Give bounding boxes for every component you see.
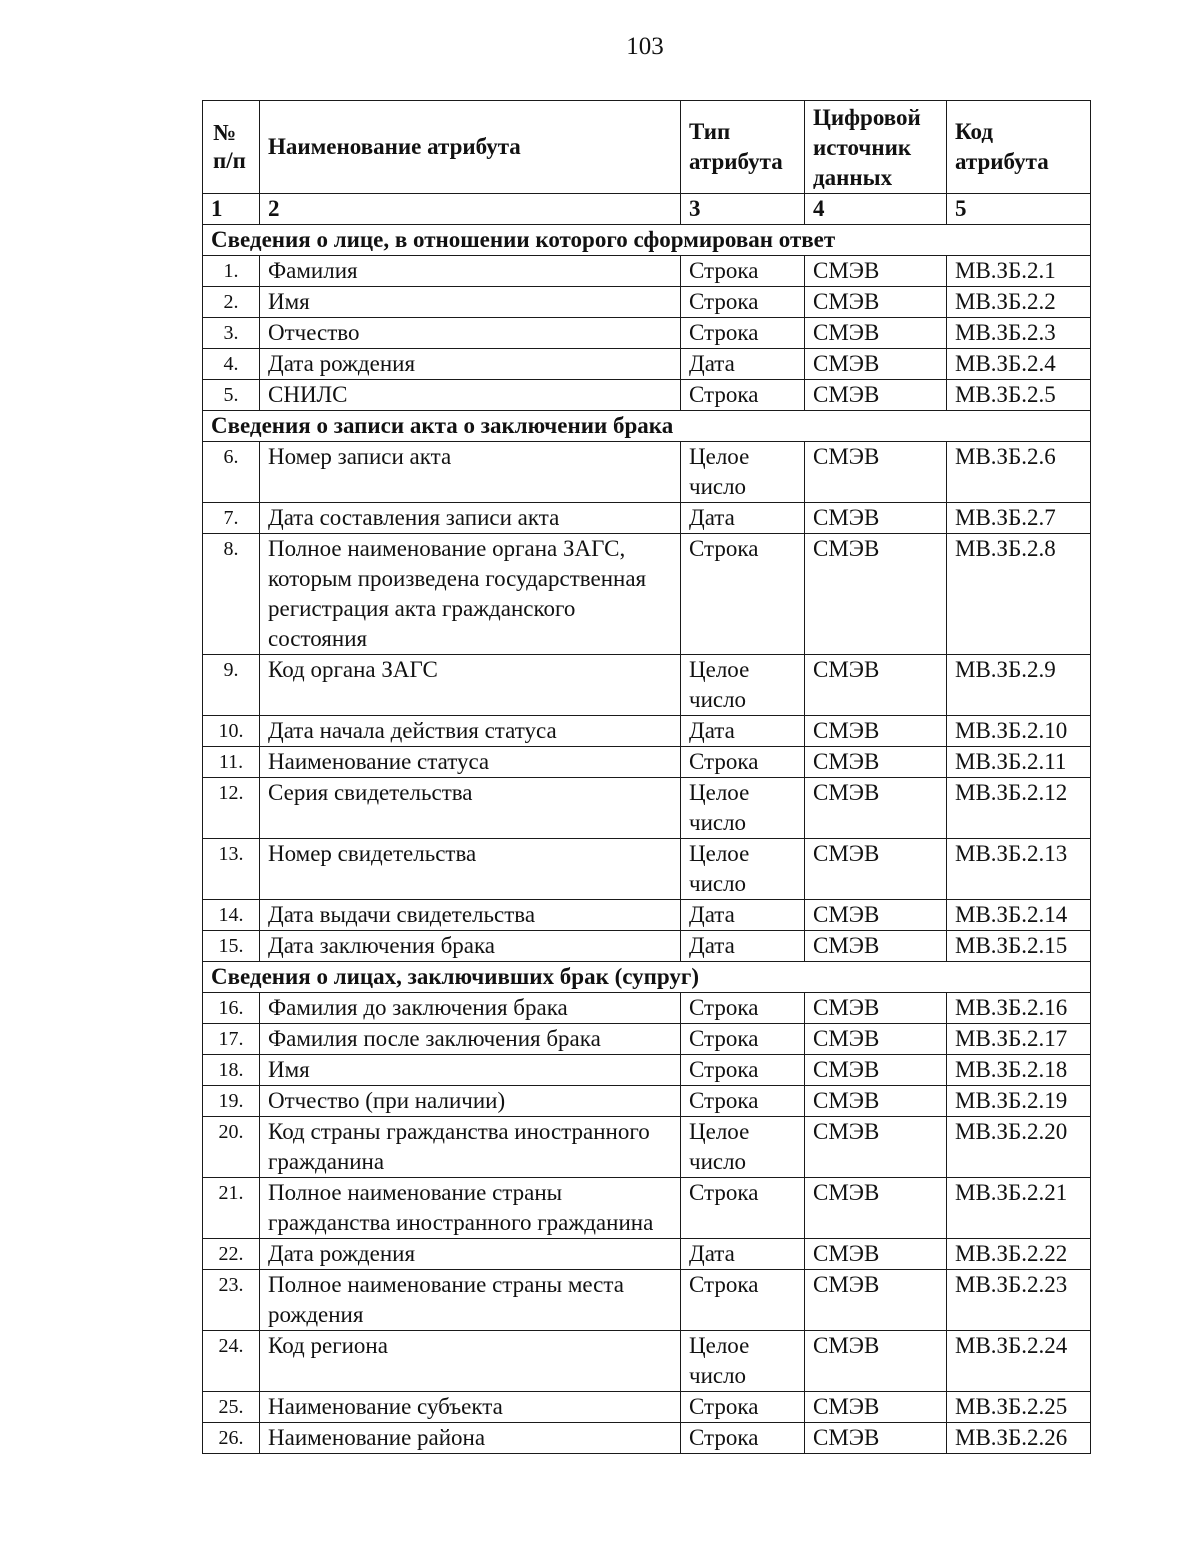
attribute-code: МВ.ЗБ.2.18 — [947, 1055, 1091, 1086]
attribute-code: МВ.ЗБ.2.6 — [947, 442, 1091, 503]
header-source-line: источник — [813, 135, 912, 160]
table-row — [203, 1117, 1091, 1178]
attribute-type: Строка — [681, 1086, 805, 1117]
data-source: СМЭВ — [805, 1024, 947, 1055]
attribute-name: Дата рождения — [260, 349, 681, 380]
attribute-type: Дата — [681, 900, 805, 931]
table-row — [203, 778, 1091, 839]
table-row — [203, 1423, 1091, 1454]
attribute-code: МВ.ЗБ.2.12 — [947, 778, 1091, 839]
attribute-type: Дата — [681, 503, 805, 534]
attribute-name: Фамилия — [260, 256, 681, 287]
data-source: СМЭВ — [805, 839, 947, 900]
table-row — [203, 380, 1091, 411]
attribute-type: Целое число — [681, 442, 805, 503]
data-source: СМЭВ — [805, 349, 947, 380]
table-row — [203, 716, 1091, 747]
column-number: 3 — [681, 194, 805, 225]
attribute-type: Строка — [681, 747, 805, 778]
page-number: 103 — [626, 33, 664, 60]
data-source: СМЭВ — [805, 287, 947, 318]
row-number: 6. — [203, 442, 260, 503]
attribute-name: Серия свидетельства — [260, 778, 681, 839]
attribute-code: МВ.ЗБ.2.14 — [947, 900, 1091, 931]
row-number: 8. — [203, 534, 260, 655]
column-number-row — [203, 194, 1091, 225]
data-source: СМЭВ — [805, 1331, 947, 1392]
table-row — [203, 349, 1091, 380]
row-number: 24. — [203, 1331, 260, 1392]
row-number: 15. — [203, 931, 260, 962]
data-source: СМЭВ — [805, 1086, 947, 1117]
attribute-name: Дата заключения брака — [260, 931, 681, 962]
column-number: 5 — [947, 194, 1091, 225]
column-number: 1 — [203, 194, 260, 225]
attribute-name: Дата выдачи свидетельства — [260, 900, 681, 931]
attribute-code: МВ.ЗБ.2.8 — [947, 534, 1091, 655]
attribute-type: Строка — [681, 1423, 805, 1454]
attribute-type: Строка — [681, 1024, 805, 1055]
header-source — [805, 101, 947, 194]
section-title: Сведения о записи акта о заключении брака — [203, 411, 1091, 442]
row-number: 21. — [203, 1178, 260, 1239]
data-source: СМЭВ — [805, 1270, 947, 1331]
attribute-type: Строка — [681, 993, 805, 1024]
attribute-type: Целое число — [681, 839, 805, 900]
attribute-name: Номер записи акта — [260, 442, 681, 503]
attribute-type: Строка — [681, 1178, 805, 1239]
data-source: СМЭВ — [805, 900, 947, 931]
row-number: 26. — [203, 1423, 260, 1454]
attribute-name: Отчество (при наличии) — [260, 1086, 681, 1117]
table-row — [203, 839, 1091, 900]
attribute-name: Наименование района — [260, 1423, 681, 1454]
row-number: 16. — [203, 993, 260, 1024]
attribute-name: Имя — [260, 287, 681, 318]
table-row — [203, 1178, 1091, 1239]
header-type-line: атрибута — [689, 149, 783, 174]
data-source: СМЭВ — [805, 1423, 947, 1454]
attribute-name: Полное наименование страны места рождения — [260, 1270, 681, 1331]
row-number: 4. — [203, 349, 260, 380]
row-number: 17. — [203, 1024, 260, 1055]
row-number: 23. — [203, 1270, 260, 1331]
attribute-type: Дата — [681, 349, 805, 380]
attribute-type: Строка — [681, 1055, 805, 1086]
attribute-code: МВ.ЗБ.2.21 — [947, 1178, 1091, 1239]
attribute-code: МВ.ЗБ.2.1 — [947, 256, 1091, 287]
attribute-name: СНИЛС — [260, 380, 681, 411]
row-number: 25. — [203, 1392, 260, 1423]
header-code-line: Код — [955, 119, 994, 144]
data-source: СМЭВ — [805, 318, 947, 349]
attribute-name: Дата составления записи акта — [260, 503, 681, 534]
attribute-type: Целое число — [681, 1331, 805, 1392]
header-code-line: атрибута — [955, 149, 1049, 174]
attribute-type: Дата — [681, 1239, 805, 1270]
row-number: 20. — [203, 1117, 260, 1178]
row-number: 1. — [203, 256, 260, 287]
header-name: Наименование атрибута — [260, 101, 681, 194]
section-header-row — [203, 962, 1091, 993]
attribute-name: Код региона — [260, 1331, 681, 1392]
attribute-code: МВ.ЗБ.2.5 — [947, 380, 1091, 411]
attribute-type: Строка — [681, 380, 805, 411]
attribute-type: Строка — [681, 534, 805, 655]
data-source: СМЭВ — [805, 931, 947, 962]
data-source: СМЭВ — [805, 716, 947, 747]
table-row — [203, 1086, 1091, 1117]
section-title: Сведения о лицах, заключивших брак (супруг) — [203, 962, 1091, 993]
header-type-line: Тип — [689, 119, 731, 144]
table-row — [203, 1024, 1091, 1055]
data-source: СМЭВ — [805, 503, 947, 534]
header-num — [203, 101, 260, 194]
attribute-name: Фамилия после заключения брака — [260, 1024, 681, 1055]
row-number: 3. — [203, 318, 260, 349]
attribute-name: Код страны гражданства иностранного гражданина — [260, 1117, 681, 1178]
attribute-code: МВ.ЗБ.2.17 — [947, 1024, 1091, 1055]
attribute-code: МВ.ЗБ.2.20 — [947, 1117, 1091, 1178]
row-number: 12. — [203, 778, 260, 839]
attribute-type: Целое число — [681, 1117, 805, 1178]
data-source: СМЭВ — [805, 778, 947, 839]
table-row — [203, 256, 1091, 287]
data-source: СМЭВ — [805, 1055, 947, 1086]
table-row — [203, 900, 1091, 931]
attribute-code: МВ.ЗБ.2.4 — [947, 349, 1091, 380]
data-source: СМЭВ — [805, 655, 947, 716]
row-number: 5. — [203, 380, 260, 411]
attribute-code: МВ.ЗБ.2.23 — [947, 1270, 1091, 1331]
attribute-code: МВ.ЗБ.2.15 — [947, 931, 1091, 962]
attribute-code: МВ.ЗБ.2.25 — [947, 1392, 1091, 1423]
attribute-code: МВ.ЗБ.2.10 — [947, 716, 1091, 747]
header-source-line: данных — [813, 165, 893, 190]
attribute-code: МВ.ЗБ.2.2 — [947, 287, 1091, 318]
table-row — [203, 931, 1091, 962]
table-row — [203, 993, 1091, 1024]
row-number: 11. — [203, 747, 260, 778]
attribute-code: МВ.ЗБ.2.24 — [947, 1331, 1091, 1392]
attribute-code: МВ.ЗБ.2.7 — [947, 503, 1091, 534]
header-num-line: п/п — [213, 148, 246, 173]
attribute-type: Целое число — [681, 655, 805, 716]
row-number: 2. — [203, 287, 260, 318]
attribute-name: Код органа ЗАГС — [260, 655, 681, 716]
attribute-code: МВ.ЗБ.2.26 — [947, 1423, 1091, 1454]
attribute-code: МВ.ЗБ.2.22 — [947, 1239, 1091, 1270]
table-row — [203, 503, 1091, 534]
data-source: СМЭВ — [805, 380, 947, 411]
table-row — [203, 747, 1091, 778]
attribute-name: Дата рождения — [260, 1239, 681, 1270]
table-row — [203, 1270, 1091, 1331]
attribute-name: Отчество — [260, 318, 681, 349]
table-row — [203, 1331, 1091, 1392]
table-row — [203, 1055, 1091, 1086]
header-num-line: № — [213, 120, 237, 145]
table-row — [203, 1239, 1091, 1270]
table-row — [203, 1392, 1091, 1423]
column-number: 2 — [260, 194, 681, 225]
row-number: 13. — [203, 839, 260, 900]
data-source: СМЭВ — [805, 1117, 947, 1178]
row-number: 9. — [203, 655, 260, 716]
row-number: 14. — [203, 900, 260, 931]
attributes-table-body — [203, 101, 1091, 1454]
attribute-code: МВ.ЗБ.2.3 — [947, 318, 1091, 349]
row-number: 7. — [203, 503, 260, 534]
table-row — [203, 655, 1091, 716]
attribute-name: Полное наименование страны гражданства иностранного гражданина — [260, 1178, 681, 1239]
attribute-name: Номер свидетельства — [260, 839, 681, 900]
attribute-type: Дата — [681, 716, 805, 747]
header-type — [681, 101, 805, 194]
attribute-name: Наименование статуса — [260, 747, 681, 778]
attribute-type: Строка — [681, 287, 805, 318]
attribute-type: Целое число — [681, 778, 805, 839]
data-source: СМЭВ — [805, 534, 947, 655]
header-code — [947, 101, 1091, 194]
attribute-code: МВ.ЗБ.2.16 — [947, 993, 1091, 1024]
data-source: СМЭВ — [805, 1178, 947, 1239]
table-row — [203, 318, 1091, 349]
attributes-table — [202, 100, 1091, 1454]
data-source: СМЭВ — [805, 1392, 947, 1423]
attribute-name: Полное наименование органа ЗАГС, которым произведена государственная регистрация акта гражданского состояния — [260, 534, 681, 655]
data-source: СМЭВ — [805, 442, 947, 503]
row-number: 19. — [203, 1086, 260, 1117]
table-row — [203, 287, 1091, 318]
data-source: СМЭВ — [805, 1239, 947, 1270]
attribute-name: Дата начала действия статуса — [260, 716, 681, 747]
row-number: 22. — [203, 1239, 260, 1270]
header-source-line: Цифровой — [813, 105, 921, 130]
attribute-name: Фамилия до заключения брака — [260, 993, 681, 1024]
section-title: Сведения о лице, в отношении которого сформирован ответ — [203, 225, 1091, 256]
column-number: 4 — [805, 194, 947, 225]
attribute-code: МВ.ЗБ.2.11 — [947, 747, 1091, 778]
section-header-row — [203, 225, 1091, 256]
attribute-type: Строка — [681, 318, 805, 349]
table-row — [203, 442, 1091, 503]
data-source: СМЭВ — [805, 747, 947, 778]
row-number: 10. — [203, 716, 260, 747]
attribute-name: Имя — [260, 1055, 681, 1086]
attribute-code: МВ.ЗБ.2.13 — [947, 839, 1091, 900]
data-source: СМЭВ — [805, 993, 947, 1024]
attribute-type: Дата — [681, 931, 805, 962]
data-source: СМЭВ — [805, 256, 947, 287]
row-number: 18. — [203, 1055, 260, 1086]
attribute-code: МВ.ЗБ.2.19 — [947, 1086, 1091, 1117]
attribute-type: Строка — [681, 256, 805, 287]
attribute-type: Строка — [681, 1270, 805, 1331]
section-header-row — [203, 411, 1091, 442]
table-header-row — [203, 101, 1091, 194]
attribute-code: МВ.ЗБ.2.9 — [947, 655, 1091, 716]
attribute-type: Строка — [681, 1392, 805, 1423]
attribute-name: Наименование субъекта — [260, 1392, 681, 1423]
table-row — [203, 534, 1091, 655]
